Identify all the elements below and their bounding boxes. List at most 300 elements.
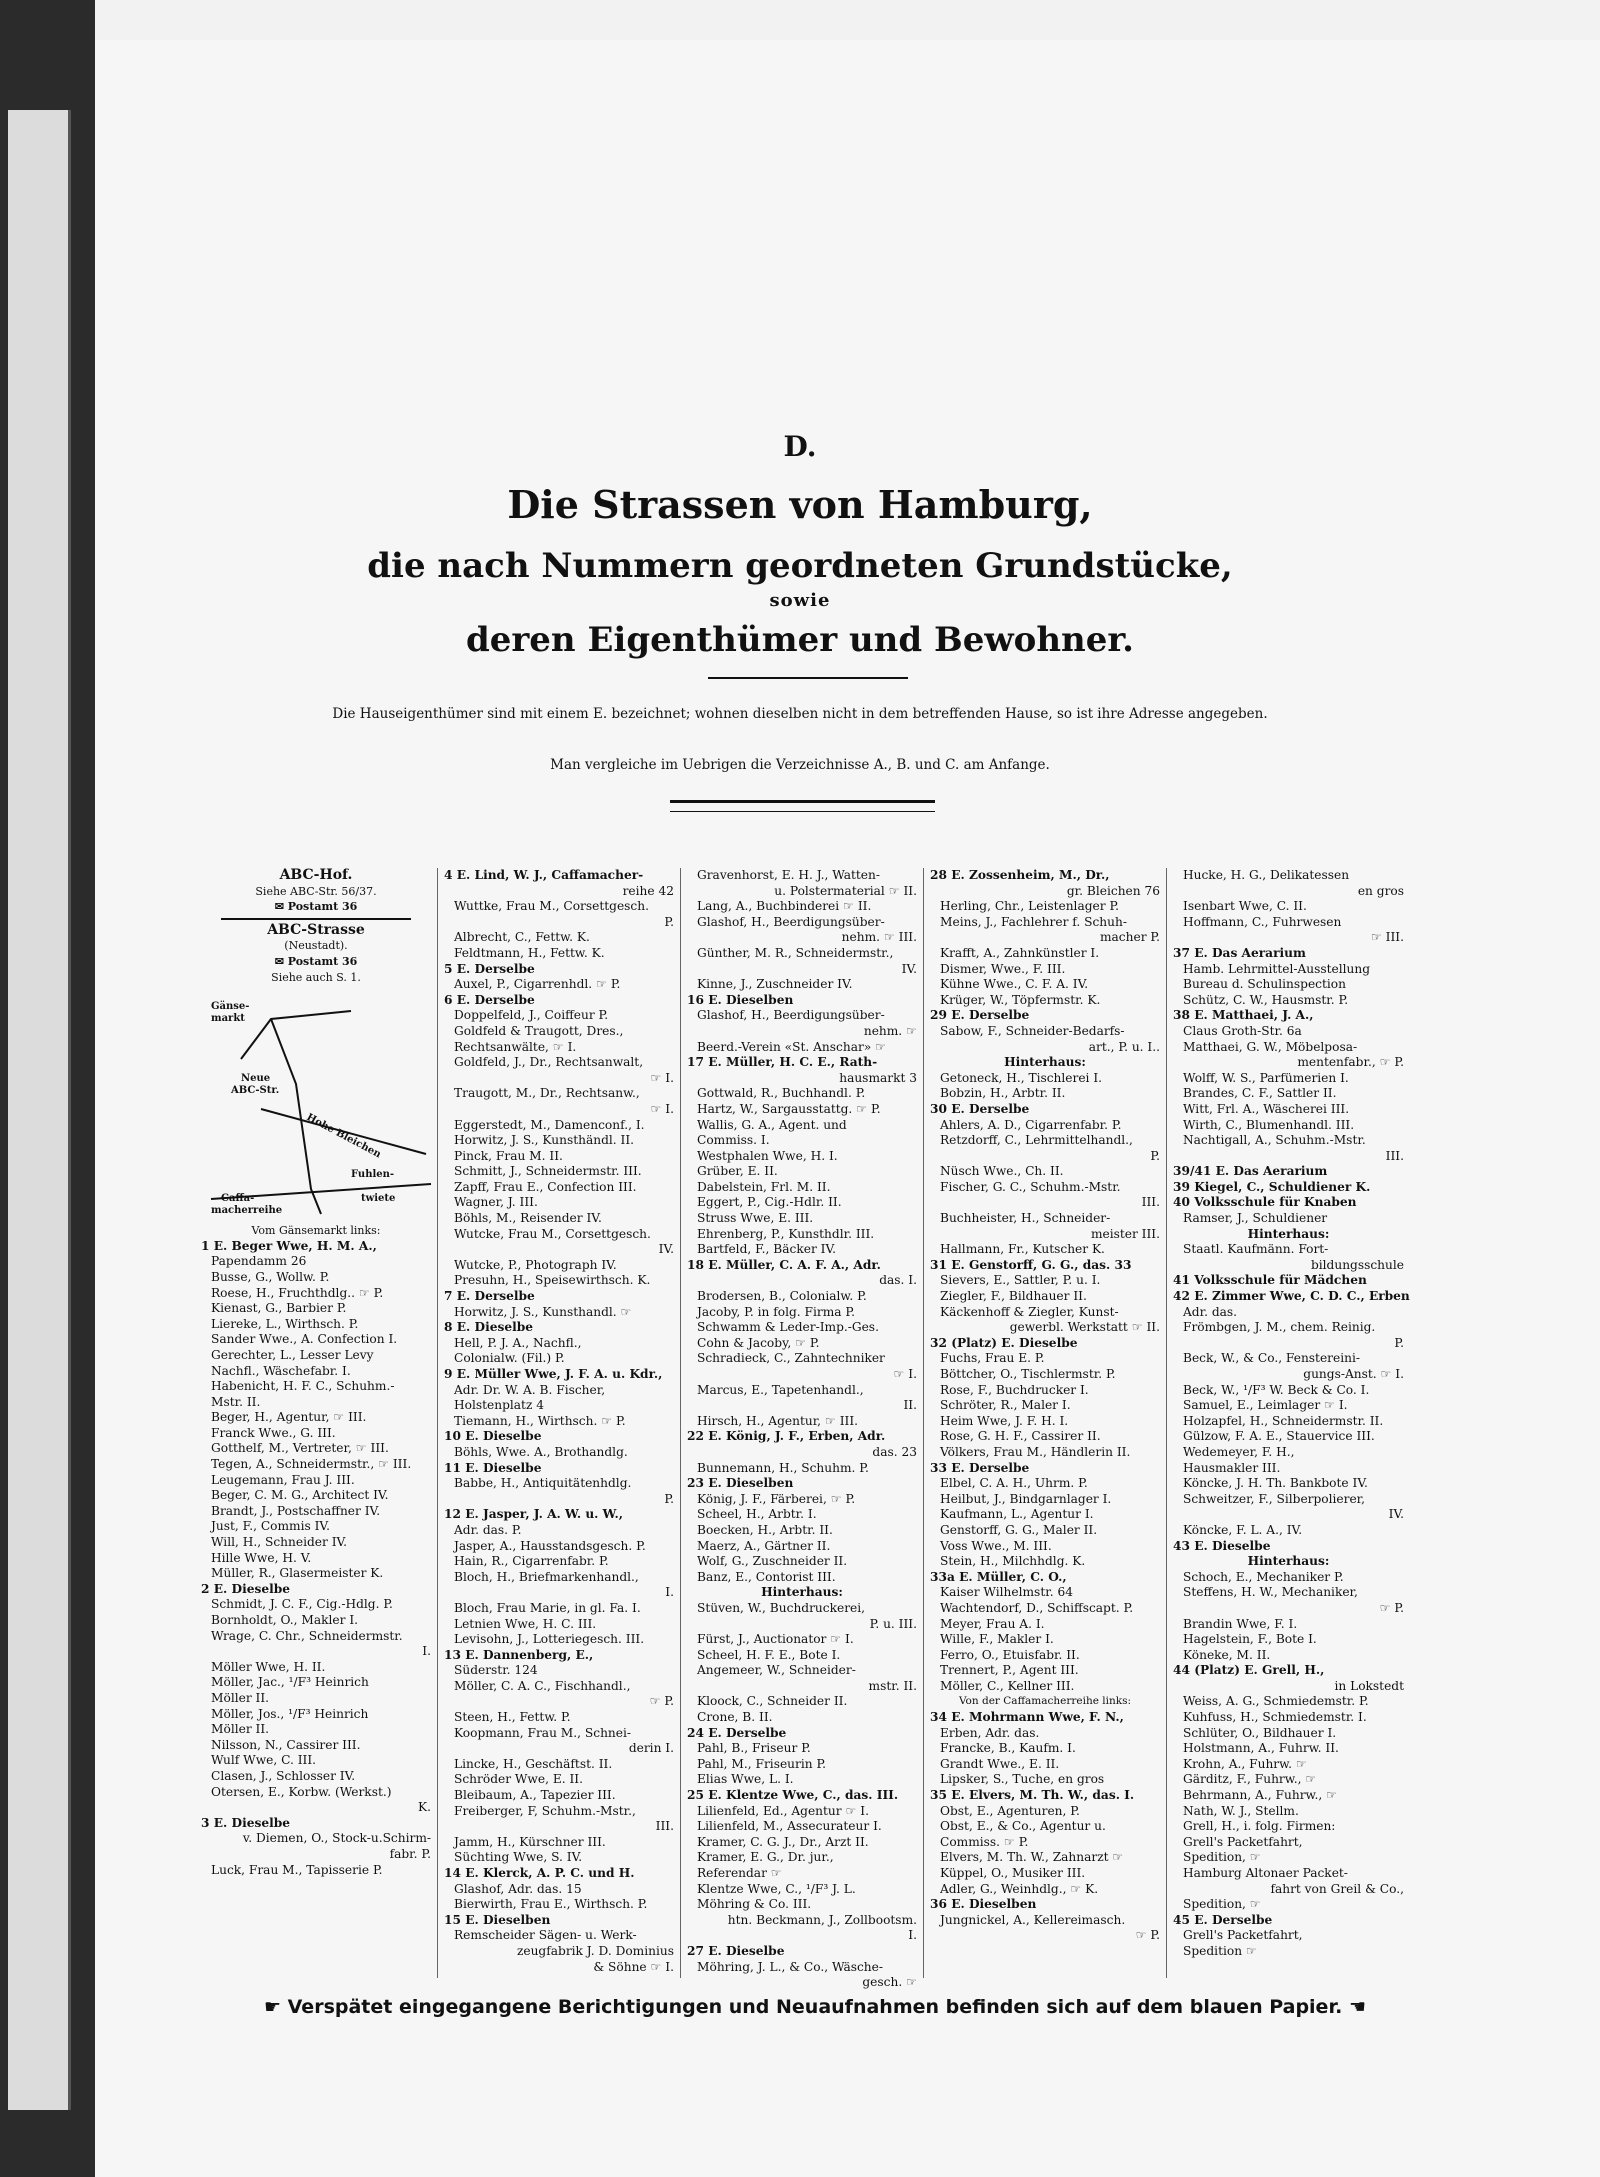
directory-entry: Tiemann, H., Wirthsch. ☞ P. xyxy=(454,1413,626,1428)
directory-entry: Presuhn, H., Speisewirthsch. K. xyxy=(454,1273,651,1288)
directory-entry: Colonialw. (Fil.) P. xyxy=(454,1351,565,1366)
page-subtitle-2: deren Eigenthümer und Bewohner. xyxy=(465,620,1135,660)
directory-entry: 23 E. Dieselben xyxy=(687,1476,794,1491)
title-rule xyxy=(708,677,908,679)
directory-entry: Spedition, ☞ xyxy=(1183,1850,1261,1865)
directory-entry: Struss Wwe, E. III. xyxy=(697,1211,814,1226)
map-label-0: Gänse- xyxy=(211,1001,250,1013)
directory-entry: Gerechter, L., Lesser Levy xyxy=(211,1347,374,1362)
directory-entry: Leugemann, Frau J. III. xyxy=(211,1472,355,1487)
directory-entry: Holzapfel, H., Schneidermstr. II. xyxy=(1183,1413,1384,1428)
directory-entry: Müller, R., Glasermeister K. xyxy=(211,1566,384,1581)
directory-entry: P. u. III. xyxy=(869,1616,917,1631)
directory-entry: Hinterhaus: xyxy=(1247,1226,1330,1241)
directory-entry: 28 E. Zossenheim, M., Dr., xyxy=(930,868,1110,882)
directory-entry: Küppel, O., Musiker III. xyxy=(940,1866,1086,1880)
directory-entry: Jacoby, P. in folg. Firma P. xyxy=(697,1304,856,1319)
column-1 xyxy=(195,868,438,1978)
directory-entry: II. xyxy=(903,1398,917,1413)
directory-entry: Böhls, Wwe. A., Brothandlg. xyxy=(454,1444,628,1459)
directory-entry: Wulf Wwe, C. III. xyxy=(211,1753,317,1768)
abc-strasse-heading: ABC-Strasse xyxy=(267,921,365,938)
directory-entry: Wille, F., Makler I. xyxy=(940,1632,1054,1647)
page-conjunction: sowie xyxy=(769,590,831,611)
directory-entry: Staatl. Kaufmänn. Fort- xyxy=(1183,1242,1329,1257)
directory-entry: 16 E. Dieselben xyxy=(687,992,794,1007)
directory-entry: Ramser, J., Schuldiener xyxy=(1183,1211,1328,1226)
directory-entry: 17 E. Müller, H. C. E., Rath- xyxy=(687,1055,878,1070)
directory-entry: Levisohn, J., Lotteriegesch. III. xyxy=(454,1632,645,1647)
directory-entry: 12 E. Jasper, J. A. W. u. W., xyxy=(444,1507,623,1522)
directory-entry: Ziegler, F., Bildhauer II. xyxy=(940,1289,1087,1304)
map-label-7: Fuhlen- xyxy=(351,1169,395,1181)
page-subtitle: die nach Nummern geordneten Grundstücke, xyxy=(367,546,1233,586)
directory-entry: 33 E. Derselbe xyxy=(930,1460,1030,1475)
directory-entry: Zapff, Frau E., Confection III. xyxy=(454,1179,637,1194)
directory-entry: 39/41 E. Das Aerarium xyxy=(1173,1164,1328,1179)
directory-entry: Banz, E., Contorist III. xyxy=(697,1569,836,1584)
directory-entry: Gülzow, F. A. E., Stauervice III. xyxy=(1183,1429,1375,1444)
directory-entry: Adler, G., Weinhdlg., ☞ K. xyxy=(940,1881,1099,1896)
directory-entry: Sabow, F., Schneider-Bedarfs- xyxy=(940,1023,1125,1038)
directory-entry: 3 E. Dieselbe xyxy=(201,1815,290,1830)
directory-entry: Scheel, H., Arbtr. I. xyxy=(697,1507,817,1522)
directory-entry: Günther, M. R., Schneidermstr., xyxy=(697,945,894,960)
directory-entry: Genstorff, G. G., Maler II. xyxy=(940,1522,1098,1537)
directory-entry: III. xyxy=(1141,1195,1160,1210)
column-1-entries xyxy=(201,1239,431,1878)
directory-entry: gewerbl. Werkstatt ☞ II. xyxy=(1009,1320,1160,1335)
directory-entry: gungs-Anst. ☞ I. xyxy=(1303,1367,1404,1381)
directory-entry: reihe 42 xyxy=(622,883,674,898)
reference-note: Man vergleiche im Uebrigen die Verzeichnisse A., B. und C. am Anfange. xyxy=(550,757,1050,773)
directory-entry: Jasper, A., Hausstandsgesch. P. xyxy=(454,1538,646,1553)
directory-entry: 24 E. Derselbe xyxy=(687,1725,787,1740)
directory-entry: Obst, E., & Co., Agentur u. xyxy=(940,1819,1106,1834)
directory-entry: Obst, E., Agenturen, P. xyxy=(940,1803,1080,1818)
directory-entry: mentenfabr., ☞ P. xyxy=(1297,1055,1404,1070)
directory-entry: fabr. P. xyxy=(389,1846,431,1861)
directory-entry: Süchting Wwe, S. IV. xyxy=(454,1850,583,1865)
directory-entry: Kienast, G., Barbier P. xyxy=(211,1301,347,1316)
directory-entry: 34 E. Mohrmann Wwe, F. N., xyxy=(930,1710,1124,1725)
directory-entry: 1 E. Beger Wwe, H. M. A., xyxy=(201,1238,377,1253)
pointing-hand-icon: ☛ xyxy=(263,1996,288,2018)
directory-entry: Clasen, J., Schlosser IV. xyxy=(211,1768,356,1783)
directory-entry: Hinterhaus: xyxy=(1247,1554,1330,1569)
directory-entry: Kramer, C. G. J., Dr., Arzt II. xyxy=(697,1834,869,1849)
directory-entry: Lilienfeld, Ed., Agentur ☞ I. xyxy=(697,1803,869,1818)
column-3-entries xyxy=(687,868,917,1991)
directory-entry: Grandt Wwe., E. II. xyxy=(940,1756,1060,1771)
directory-entry: 11 E. Dieselbe xyxy=(444,1460,542,1475)
directory-entry: Nilsson, N., Cassirer III. xyxy=(211,1737,361,1752)
directory-entry: Roese, H., Fruchthdlg.. ☞ P. xyxy=(211,1285,384,1300)
directory-entry: Meins, J., Fachlehrer f. Schuh- xyxy=(940,914,1127,929)
footer-notice xyxy=(215,1996,1415,2018)
directory-entry: IV. xyxy=(658,1242,674,1257)
directory-entry: Heilbut, J., Bindgarnlager I. xyxy=(940,1491,1112,1506)
directory-entry: 31 E. Genstorff, G. G., das. 33 xyxy=(930,1257,1132,1272)
directory-entry: Spedition ☞ xyxy=(1183,1943,1257,1958)
directory-entry: Elvers, M. Th. W., Zahnarzt ☞ xyxy=(940,1850,1124,1865)
directory-entry: Trennert, P., Agent III. xyxy=(940,1663,1079,1678)
directory-entry: Crone, B. II. xyxy=(697,1710,773,1725)
directory-entry: gr. Bleichen 76 xyxy=(1066,883,1160,898)
directory-entry: Getoneck, H., Tischlerei I. xyxy=(940,1070,1103,1085)
directory-entry: Kaufmann, L., Agentur I. xyxy=(940,1507,1094,1522)
directory-entry: Steffens, H. W., Mechaniker, xyxy=(1183,1585,1358,1600)
directory-entry: Bartfeld, F., Bäcker IV. xyxy=(697,1242,836,1257)
directory-entry: 41 Volksschule für Mädchen xyxy=(1173,1273,1367,1288)
directory-entry: 35 E. Elvers, M. Th. W., das. I. xyxy=(930,1788,1135,1803)
directory-entry: Remscheider Sägen- u. Werk- xyxy=(454,1928,637,1943)
directory-entry: Gravenhorst, E. H. J., Watten- xyxy=(697,868,880,882)
directory-entry: Dabelstein, Frl. M. II. xyxy=(697,1179,831,1194)
directory-entry: Beger, C. M. G., Architect IV. xyxy=(211,1488,389,1503)
directory-entry: Fischer, G. C., Schuhm.-Mstr. xyxy=(940,1179,1121,1194)
column-4 xyxy=(924,868,1167,1978)
directory-entry: III. xyxy=(1385,1148,1404,1163)
directory-entry: Herling, Chr., Leistenlager P. xyxy=(940,899,1120,914)
directory-entry: 14 E. Klerck, A. P. C. und H. xyxy=(444,1866,635,1880)
map-label-5: Caffa- xyxy=(221,1193,255,1205)
directory-entry: Frömbgen, J. M., chem. Reinig. xyxy=(1183,1320,1376,1335)
directory-entry: Freiberger, F, Schuhm.-Mstr., xyxy=(454,1803,636,1818)
directory-entry: Hell, P. J. A., Nachfl., xyxy=(454,1335,582,1350)
directory-entry: Elbel, C. A. H., Uhrm. P. xyxy=(940,1476,1088,1491)
directory-entry: Schweitzer, F., Silberpolierer, xyxy=(1183,1491,1366,1506)
directory-entry: Grüber, E. II. xyxy=(697,1164,778,1179)
directory-entry: ☞ I. xyxy=(893,1367,917,1381)
directory-entry: Adr. das. xyxy=(1183,1304,1238,1319)
directory-entry: Hinterhaus: xyxy=(1004,1055,1086,1070)
directory-entry: 13 E. Dannenberg, E., xyxy=(444,1647,594,1662)
directory-entry: Fuchs, Frau E. P. xyxy=(940,1351,1045,1366)
directory-entry: Grell's Packetfahrt, xyxy=(1183,1928,1303,1943)
directory-entry: Erben, Adr. das. xyxy=(940,1725,1040,1740)
directory-entry: Bleibaum, A., Tapezier III. xyxy=(454,1788,616,1803)
abc-strasse-postamt: ✉ Postamt 36 xyxy=(274,954,358,968)
directory-entry: Schröter, R., Maler I. xyxy=(940,1398,1071,1413)
directory-entry: bildungsschule xyxy=(1310,1257,1404,1272)
directory-entry: 8 E. Dieselbe xyxy=(444,1320,533,1335)
directory-entry: Eggert, P., Cig.-Hdlr. II. xyxy=(697,1195,842,1210)
directory-entry: Claus Groth-Str. 6a xyxy=(1183,1023,1302,1038)
directory-entry: Letnien Wwe, H. C. III. xyxy=(454,1616,597,1631)
directory-entry: 10 E. Dieselbe xyxy=(444,1429,542,1444)
directory-entry: 38 E. Matthaei, J. A., xyxy=(1173,1008,1314,1023)
directory-entry: Hille Wwe, H. V. xyxy=(211,1550,312,1565)
directory-entry: Lincke, H., Geschäftst. II. xyxy=(454,1756,613,1771)
directory-entry: Schröder Wwe, E. II. xyxy=(454,1772,583,1787)
directory-entry: Kuhfuss, H., Schmiedemstr. I. xyxy=(1183,1710,1367,1725)
directory-entry: mstr. II. xyxy=(868,1678,917,1693)
abc-strasse-ref: Siehe auch S. 1. xyxy=(271,970,361,984)
directory-entry: Nüsch Wwe., Ch. II. xyxy=(940,1164,1064,1179)
directory-entry: Wutcke, P., Photograph IV. xyxy=(454,1257,617,1272)
page-title: Die Strassen von Hamburg, xyxy=(507,482,1093,527)
directory-entry: 42 E. Zimmer Wwe, C. D. C., Erben xyxy=(1173,1289,1410,1304)
directory-entry: Möller, Jos., ¹/F³ Heinrich xyxy=(211,1706,369,1721)
directory-entry: Bornholdt, O., Makler I. xyxy=(211,1613,359,1627)
directory-entry: Glashof, Adr. das. 15 xyxy=(454,1881,582,1896)
directory-entry: Liereke, L., Wirthsch. P. xyxy=(211,1316,359,1331)
directory-entry: Köncke, J. H. Th. Bankbote IV. xyxy=(1183,1476,1368,1491)
directory-entry: Brodersen, B., Colonialw. P. xyxy=(697,1289,867,1304)
directory-entry: Wrage, C. Chr., Schneidermstr. xyxy=(211,1628,403,1643)
directory-entry: das. 23 xyxy=(872,1444,917,1459)
directory-entry: Adr. Dr. W. A. B. Fischer, xyxy=(454,1382,606,1397)
directory-entry: v. Diemen, O., Stock-u.Schirm- xyxy=(242,1831,431,1846)
directory-entry: Elias Wwe, L. I. xyxy=(697,1772,794,1787)
directory-entry: Brandin Wwe, F. I. xyxy=(1183,1616,1298,1631)
directory-entry: ☞ P. xyxy=(1379,1600,1404,1615)
directory-entry: Beger, H., Agentur, ☞ III. xyxy=(211,1410,367,1425)
show-through-header xyxy=(365,190,1485,204)
directory-entry: Möhring & Co. III. xyxy=(697,1897,812,1912)
directory-entry: Goldfeld & Traugott, Dres., xyxy=(454,1023,624,1038)
directory-entry: Sievers, E., Sattler, P. u. I. xyxy=(940,1273,1101,1288)
map-label-8: twiete xyxy=(361,1193,396,1205)
directory-entry: ☞ I. xyxy=(650,1070,674,1085)
directory-entry: 36 E. Dieselben xyxy=(930,1897,1037,1912)
directory-entry: Kloock, C., Schneider II. xyxy=(697,1694,848,1709)
directory-entry: Babbe, H., Antiquitätenhdlg. xyxy=(454,1476,632,1491)
directory-entry: Gärditz, F., Fuhrw., ☞ xyxy=(1183,1772,1317,1787)
column-2 xyxy=(438,868,681,1978)
directory-entry: Wallis, G. A., Agent. und xyxy=(697,1117,847,1132)
directory-entry: Rose, F., Buchdrucker I. xyxy=(940,1382,1089,1397)
column-5-entries xyxy=(1173,868,1410,1960)
street-map xyxy=(201,989,431,1219)
directory-entry: Schmidt, J. C. F., Cig.-Hdlg. P. xyxy=(211,1597,393,1612)
directory-entry: Klentze Wwe, C., ¹/F³ J. L. xyxy=(697,1881,856,1896)
directory-entry: Ferro, O., Etuisfabr. II. xyxy=(940,1647,1080,1662)
map-label-2: Neue xyxy=(241,1073,271,1085)
directory-entry: Witt, Frl. A., Wäscherei III. xyxy=(1183,1101,1350,1116)
directory-entry: Mstr. II. xyxy=(211,1394,261,1409)
directory-entry: Beck, W., ¹/F³ W. Beck & Co. I. xyxy=(1183,1382,1370,1397)
directory-entry: derin I. xyxy=(628,1741,674,1756)
directory-entry: Hallmann, Fr., Kutscher K. xyxy=(940,1242,1105,1257)
directory-entry: nehm. ☞ xyxy=(863,1023,917,1038)
directory-entry: Will, H., Schneider IV. xyxy=(211,1535,348,1550)
directory-entry: ☞ III. xyxy=(1370,930,1404,945)
directory-entry: Köneke, M. II. xyxy=(1183,1647,1271,1662)
directory-entry: Grell's Packetfahrt, xyxy=(1183,1834,1303,1849)
directory-columns xyxy=(195,867,1410,1990)
directory-entry: 40 Volksschule für Knaben xyxy=(1173,1195,1357,1210)
directory-entry: Steen, H., Fettw. P. xyxy=(454,1710,571,1725)
directory-entry: 33a E. Müller, C. O., xyxy=(930,1569,1067,1584)
directory-entry: 2 E. Dieselbe xyxy=(201,1581,290,1596)
directory-entry: Möller II. xyxy=(211,1722,270,1737)
directory-entry: I. xyxy=(908,1928,917,1943)
directory-entry: Eggerstedt, M., Damenconf., I. xyxy=(454,1117,645,1132)
directory-entry: Weiss, A. G., Schmiedemstr. P. xyxy=(1183,1694,1369,1709)
directory-entry: Francke, B., Kaufm. I. xyxy=(940,1741,1076,1756)
directory-entry: Sander Wwe., A. Confection I. xyxy=(211,1332,398,1347)
directory-entry: Westphalen Wwe, H. I. xyxy=(697,1148,838,1163)
directory-entry: Schwamm & Leder-Imp.-Ges. xyxy=(697,1320,879,1335)
directory-entry: Holstenplatz 4 xyxy=(454,1398,544,1413)
directory-entry: Schradieck, C., Zahntechniker xyxy=(697,1351,885,1366)
directory-entry: Käckenhoff & Ziegler, Kunst- xyxy=(940,1304,1119,1319)
directory-entry: in Lokstedt xyxy=(1334,1678,1404,1693)
directory-entry: Beerd.-Verein «St. Anschar» ☞ xyxy=(697,1039,887,1054)
directory-entry: Ehrenberg, P., Kunsthdlr. III. xyxy=(697,1226,875,1241)
directory-entry: 32 (Platz) E. Dieselbe xyxy=(930,1335,1078,1350)
directory-entry: Franck Wwe., G. III. xyxy=(211,1425,336,1440)
directory-entry: Nachfl., Wäschefabr. I. xyxy=(211,1363,351,1378)
directory-entry: Isenbart Wwe, C. II. xyxy=(1183,899,1307,914)
directory-entry: Wagner, J. III. xyxy=(454,1195,538,1210)
directory-entry: Hucke, H. G., Delikatessen xyxy=(1183,868,1350,882)
directory-entry: Wedemeyer, F. H., xyxy=(1183,1444,1295,1459)
directory-entry: 30 E. Derselbe xyxy=(930,1101,1030,1116)
directory-entry: Hausmakler III. xyxy=(1183,1460,1281,1475)
directory-entry: Jamm, H., Kürschner III. xyxy=(454,1834,606,1849)
directory-entry: Lilienfeld, M., Assecurateur I. xyxy=(697,1819,882,1834)
directory-entry: Ahlers, A. D., Cigarrenfabr. P. xyxy=(940,1117,1122,1132)
directory-entry: Voss Wwe., M. III. xyxy=(940,1538,1052,1553)
directory-entry: 22 E. König, J. F., Erben, Adr. xyxy=(687,1429,886,1444)
directory-entry: Nath, W. J., Stellm. xyxy=(1183,1803,1299,1818)
directory-entry: 44 (Platz) E. Grell, H., xyxy=(1173,1663,1325,1678)
directory-entry: Pinck, Frau M. II. xyxy=(454,1148,563,1163)
directory-entry: Hirsch, H., Agentur, ☞ III. xyxy=(697,1413,859,1428)
directory-entry: Marcus, E., Tapetenhandl., xyxy=(697,1382,864,1397)
directory-entry: Heim Wwe, J. F. H. I. xyxy=(940,1413,1069,1428)
directory-entry: 27 E. Dieselbe xyxy=(687,1943,785,1958)
directory-entry: P. xyxy=(1394,1335,1404,1350)
directory-entry: Glashof, H., Beerdigungsüber- xyxy=(697,914,885,929)
directory-entry: das. I. xyxy=(879,1273,917,1288)
directory-entry: König, J. F., Färberei, ☞ P. xyxy=(697,1491,856,1506)
directory-entry: P. xyxy=(1150,1148,1160,1163)
directory-entry: Möller, C., Kellner III. xyxy=(940,1678,1075,1693)
directory-entry: Wirth, C., Blumenhandl. III. xyxy=(1183,1117,1355,1132)
column-4-entries xyxy=(930,868,1160,1944)
directory-entry: Referendar ☞ xyxy=(697,1866,782,1880)
directory-entry: Kinne, J., Zuschneider IV. xyxy=(697,977,853,992)
directory-entry: 25 E. Klentze Wwe, C., das. III. xyxy=(687,1788,899,1803)
directory-entry: Behrmann, A., Fuhrw., ☞ xyxy=(1183,1788,1338,1803)
directory-entry: Hoffmann, C., Fuhrwesen xyxy=(1183,914,1342,929)
directory-entry: IV. xyxy=(901,961,917,976)
directory-entry: Matthaei, G. W., Möbelposa- xyxy=(1183,1039,1358,1054)
directory-entry: hausmarkt 3 xyxy=(839,1070,917,1085)
directory-entry: Gotthelf, M., Vertreter, ☞ III. xyxy=(211,1441,389,1456)
column-2-entries xyxy=(444,868,674,1975)
facing-page-edge xyxy=(8,110,71,2110)
map-label-4: Hohe Bleichen xyxy=(304,1112,383,1161)
directory-entry: Doppelfeld, J., Coiffeur P. xyxy=(454,1008,609,1023)
directory-entry: Rose, G. H. F., Cassirer II. xyxy=(940,1429,1101,1444)
directory-entry: 7 E. Derselbe xyxy=(444,1289,535,1304)
abc-hof-heading: ABC-Hof. xyxy=(279,867,353,883)
directory-entry: Krafft, A., Zahnkünstler I. xyxy=(940,945,1100,960)
directory-entry: Brandes, C. F., Sattler II. xyxy=(1183,1086,1337,1101)
directory-entry: Lipsker, S., Tuche, en gros xyxy=(940,1772,1105,1787)
directory-entry: Lang, A., Buchbinderei ☞ II. xyxy=(697,899,872,914)
directory-entry: 18 E. Müller, C. A. F. A., Adr. xyxy=(687,1257,881,1272)
pointing-hand-icon-right: ☚ xyxy=(1348,1996,1366,2018)
directory-entry: Wolff, W. S., Parfümerien I. xyxy=(1183,1070,1349,1085)
directory-entry: Auxel, P., Cigarrenhdl. ☞ P. xyxy=(454,977,621,992)
abc-strasse-district: (Neustadt). xyxy=(284,939,348,953)
directory-entry: Stein, H., Milchhdlg. K. xyxy=(940,1554,1086,1569)
directory-entry: 5 E. Derselbe xyxy=(444,961,535,976)
directory-entry: 43 E. Dieselbe xyxy=(1173,1538,1271,1553)
directory-entry: Retzdorff, C., Lehrmittelhandl., xyxy=(940,1133,1133,1148)
directory-entry: Commiss. ☞ P. xyxy=(940,1834,1029,1849)
directory-entry: Glashof, H., Beerdigungsüber- xyxy=(697,1008,885,1023)
directory-entry: Köncke, F. L. A., IV. xyxy=(1183,1522,1303,1537)
directory-entry: Grell, H., i. folg. Firmen: xyxy=(1183,1819,1336,1834)
directory-entry: Tegen, A., Schneidermstr., ☞ III. xyxy=(211,1457,412,1472)
directory-entry: Albrecht, C., Fettw. K. xyxy=(454,930,590,945)
directory-entry: Scheel, H. F. E., Bote I. xyxy=(697,1647,841,1662)
directory-entry: Cohn & Jacoby, ☞ P. xyxy=(697,1335,820,1350)
directory-entry: I. xyxy=(422,1644,431,1659)
directory-entry: Bloch, H., Briefmarkenhandl., xyxy=(454,1569,639,1584)
directory-entry: Möller, Jac., ¹/F³ Heinrich xyxy=(211,1675,369,1690)
directory-entry: Buchheister, H., Schneider- xyxy=(940,1211,1111,1226)
directory-entry: Jungnickel, A., Kellereimasch. xyxy=(940,1912,1126,1927)
directory-entry: III. xyxy=(655,1819,674,1834)
map-label-3: ABC-Str. xyxy=(231,1085,280,1097)
directory-entry: Habenicht, H. F. C., Schuhm.- xyxy=(211,1379,395,1394)
directory-entry: Koopmann, Frau M., Schnei- xyxy=(454,1725,631,1740)
heading-rule xyxy=(221,918,411,920)
directory-entry: I. xyxy=(665,1585,674,1600)
directory-entry: & Söhne ☞ I. xyxy=(593,1959,674,1974)
directory-entry: Möller Wwe, H. II. xyxy=(211,1659,326,1674)
directory-entry: en gros xyxy=(1357,883,1404,898)
directory-entry: Maerz, A., Gärtner II. xyxy=(697,1538,831,1553)
directory-entry: Horwitz, J. S., Kunsthandl. ☞ xyxy=(454,1304,632,1319)
directory-entry: Otersen, E., Korbw. (Werkst.) xyxy=(211,1784,392,1799)
directory-entry: Luck, Frau M., Tapisserie P. xyxy=(211,1862,383,1877)
directory-entry: Krüger, W., Töpfermstr. K. xyxy=(940,992,1101,1007)
directory-entry: Völkers, Frau M., Händlerin II. xyxy=(940,1444,1131,1459)
directory-entry: Bureau d. Schulinspection xyxy=(1183,977,1346,992)
directory-entry: Goldfeld, J., Dr., Rechtsanwalt, xyxy=(454,1055,644,1070)
directory-entry: Möller II. xyxy=(211,1690,270,1705)
directory-entry: u. Polstermaterial ☞ II. xyxy=(774,883,917,898)
abc-hof-postamt: ✉ Postamt 36 xyxy=(274,900,358,914)
directory-entry: Just, F., Commis IV. xyxy=(211,1519,330,1534)
directory-entry: Angemeer, W., Schneider- xyxy=(697,1663,856,1678)
directory-entry: Bobzin, H., Arbtr. II. xyxy=(940,1086,1066,1101)
directory-entry: Hamburg Altonaer Packet- xyxy=(1183,1866,1348,1880)
directory-entry: K. xyxy=(418,1800,431,1815)
directory-entry: Hagelstein, F., Bote I. xyxy=(1183,1632,1317,1647)
directory-entry: Hamb. Lehrmittel-Ausstellung xyxy=(1183,961,1371,976)
directory-entry: 15 E. Dieselben xyxy=(444,1912,551,1927)
directory-entry: 4 E. Lind, W. J., Caffamacher- xyxy=(444,868,644,882)
directory-entry: Von der Caffamacherreihe links: xyxy=(958,1695,1132,1708)
directory-entry: ☞ P. xyxy=(1135,1928,1160,1943)
directory-entry: Bierwirth, Frau E., Wirthsch. P. xyxy=(454,1897,648,1912)
directory-entry: Samuel, E., Leimlager ☞ I. xyxy=(1183,1398,1348,1413)
footer-text: Verspätet eingegangene Berichtigungen und Neuaufnahmen befinden sich auf dem blauen Papier. xyxy=(287,1996,1343,2018)
directory-entry: Papendamm 26 xyxy=(211,1254,307,1269)
directory-entry: 45 E. Derselbe xyxy=(1173,1912,1273,1927)
directory-entry: Schütz, C. W., Hausmstr. P. xyxy=(1183,992,1349,1007)
